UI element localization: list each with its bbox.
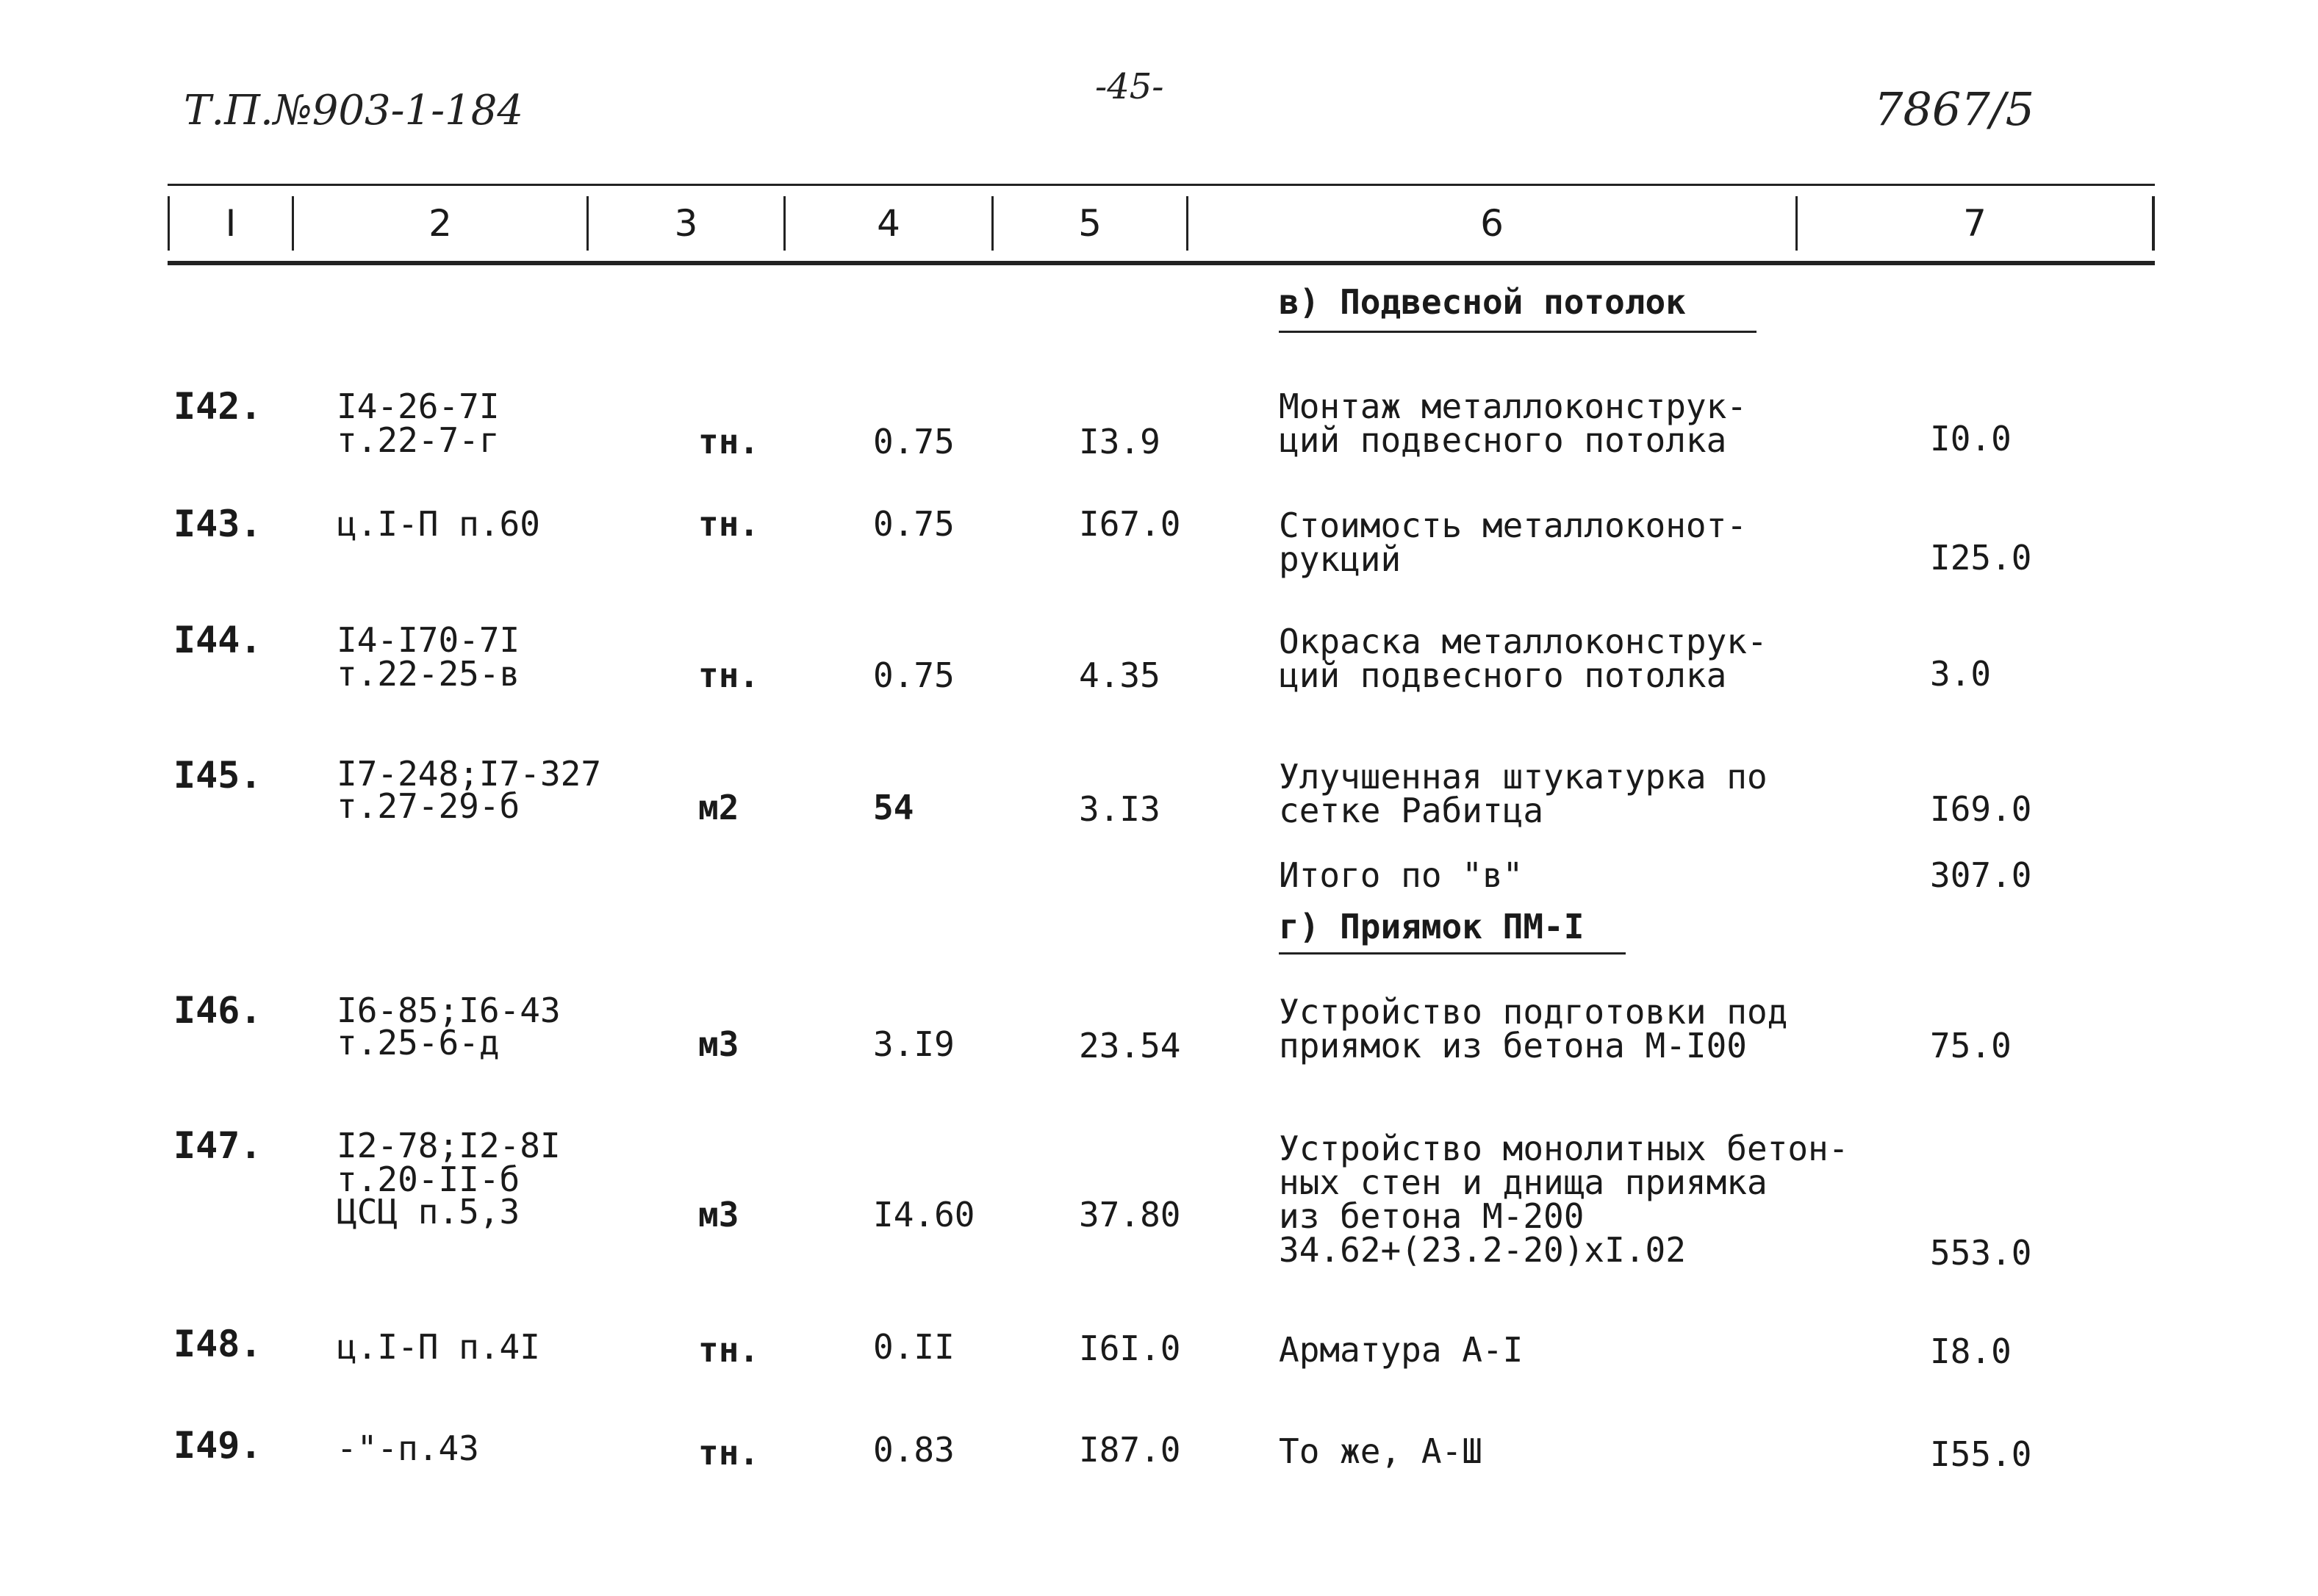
column-header-2: 2 [292,196,586,251]
unit: м3 [698,1024,739,1064]
page-number: -45- [1095,66,1164,107]
formula: 34.62+(23.2-20)xI.02 [1279,1230,1686,1270]
quantity: 0.75 [873,422,955,461]
total-cost: I25.0 [1930,538,2032,578]
unit-price: 3.I3 [1079,789,1160,829]
column-header-1: I [168,196,292,251]
column-header-4: 4 [783,196,991,251]
norm-code: т.25-6-д [337,1023,500,1063]
section-title-g: г) Приямок ПМ-I [1279,907,1585,946]
unit-price: 37.80 [1079,1195,1181,1234]
total-cost: 75.0 [1930,1026,2012,1065]
norm-code: т.22-7-г [337,420,500,460]
norm-code: ЦСЦ п.5,3 [337,1192,520,1232]
unit-price: I6I.0 [1079,1329,1181,1368]
row-number: I47. [173,1124,262,1167]
quantity: 0.75 [873,655,955,695]
row-number: I43. [173,503,262,545]
description: Стоимость металлоконот- [1279,506,1747,545]
section-underline [1279,952,1626,955]
unit: м3 [698,1195,739,1234]
unit-price: 23.54 [1079,1026,1181,1065]
unit-price: 4.35 [1079,655,1160,695]
unit: тн. [698,1330,760,1370]
norm-code: ц.I-П п.4I [337,1327,540,1367]
column-header-7: 7 [1795,196,2155,251]
description: То же, А-Ш [1279,1431,1482,1471]
unit: тн. [698,504,760,544]
unit: тн. [698,422,760,461]
description: ных стен и днища приямка [1279,1162,1768,1202]
quantity: I4.60 [873,1195,975,1234]
description: Устройство подготовки под [1279,992,1788,1032]
total-cost: 3.0 [1930,654,1992,694]
description: Улучшенная штукатурка по [1279,757,1768,797]
description: приямок из бетона М-I00 [1279,1026,1747,1065]
norm-code: т.20-II-б [337,1160,520,1199]
column-header-row [168,184,2155,265]
norm-code: т.22-25-в [337,654,520,694]
quantity: 54 [873,788,914,827]
quantity: 0.75 [873,504,955,544]
norm-code: т.27-29-б [337,786,520,826]
quantity: 3.I9 [873,1024,955,1064]
description: из бетона М-200 [1279,1196,1585,1236]
description: Монтаж металлоконструк- [1279,387,1747,426]
unit: тн. [698,1433,760,1473]
section-title-v: в) Подвесной потолок [1279,282,1686,322]
total-cost: I69.0 [1930,789,2032,829]
norm-code: I2-78;I2-8I [337,1126,561,1165]
sheet-reference: 7867/5 [1874,82,2035,136]
column-header-5: 5 [991,196,1186,251]
norm-code: -"-п.43 [337,1428,479,1468]
quantity: 0.II [873,1327,955,1367]
row-number: I49. [173,1424,262,1467]
norm-code: I4-26-7I [337,387,500,426]
quantity: 0.83 [873,1430,955,1470]
description: Устройство монолитных бетон- [1279,1129,1849,1168]
subtotal-label: Итого по "в" [1279,855,1524,895]
row-number: I48. [173,1323,262,1365]
norm-code: I6-85;I6-43 [337,991,561,1030]
total-cost: I8.0 [1930,1331,2012,1371]
unit-price: I67.0 [1079,504,1181,544]
row-number: I44. [173,619,262,661]
unit-price: I3.9 [1079,422,1160,461]
unit: м2 [698,788,739,827]
total-cost: I55.0 [1930,1434,2032,1474]
section-underline [1279,331,1757,333]
unit: тн. [698,655,760,695]
unit-price: I87.0 [1079,1430,1181,1470]
description: ций подвесного потолка [1279,420,1727,460]
description: Арматура А-I [1279,1330,1524,1370]
description: сетке Рабитца [1279,791,1544,830]
column-header-6: 6 [1186,196,1795,251]
norm-code: ц.I-П п.60 [337,504,540,544]
row-number: I45. [173,754,262,797]
subtotal-value: 307.0 [1930,855,2032,895]
column-header-3: 3 [586,196,783,251]
row-number: I42. [173,385,262,428]
norm-code: I7-248;I7-327 [337,754,602,794]
total-cost: I0.0 [1930,419,2012,459]
norm-code: I4-I70-7I [337,620,520,660]
description: ций подвесного потолка [1279,655,1727,695]
description: рукций [1279,539,1402,579]
total-cost: 553.0 [1930,1233,2032,1273]
document-code: Т.П.№903-1-184 [184,87,524,134]
description: Окраска металлоконструк- [1279,622,1768,661]
row-number: I46. [173,989,262,1032]
